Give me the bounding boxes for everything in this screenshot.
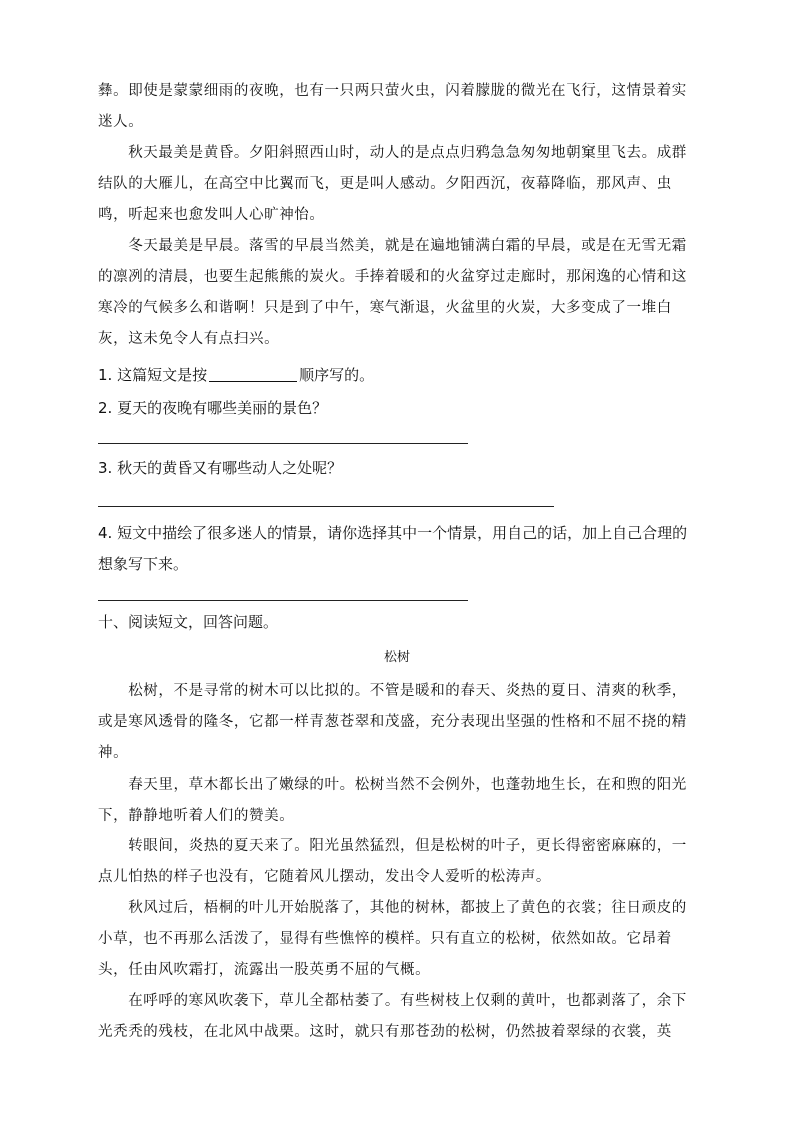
pine-paragraph-2: 春天里，草木都长出了嫩绿的叶。松树当然不会例外，也蓬勃地生长，在和煦的阳光下，静静地听着人们的赞美。 [98,777,687,824]
answer-line-2[interactable] [98,443,468,444]
pine-paragraph-3: 转眼间，炎热的夏天来了。阳光虽然猛烈，但是松树的叶子，更长得密密麻麻的，一点儿怕热的样子也没有，它随着风儿摆动，发出令人爱听的松涛声。 [98,838,687,885]
question-2: 2. 夏天的夜晚有哪些美丽的景色？ [98,399,328,417]
pine-paragraph-1: 松树，不是寻常的树木可以比拟的。不管是暖和的春天、炎热的夏日、清爽的秋季，或是寒风透骨的隆冬，它都一样青葱苍翠和茂盛，充分表现出坚强的性格和不屈不挠的精神。 [98,683,687,761]
answer-line-3[interactable] [98,506,554,507]
autumn-paragraph: 秋天最美是黄昏。夕阳斜照西山时，动人的是点点归鸦急急匆匆地朝窠里飞去。成群结队的大雁儿，在高空中比翼而飞，更是叫人感动。夕阳西沉，夜幕降临，那风声、虫鸣，听起来也愈发叫人心旷神怡。 [98,145,687,223]
passage-title: 松树 [383,650,410,665]
question-3: 3. 秋天的黄昏又有哪些动人之处呢？ [98,459,343,477]
pine-paragraph-5: 在呼呼的寒风吹袭下，草儿全都枯萎了。有些树枝上仅剩的黄叶，也都剥落了，余下光秃秃的残枝，在北风中战栗。这时，就只有那苍劲的松树，仍然披着翠绿的衣裳，英 [98,993,687,1040]
question-4: 4. 短文中描绘了很多迷人的情景，请你选择其中一个情景，用自己的话，加上自己合理的想象写下来。 [98,524,688,573]
summer-paragraph-end: 彝。即使是蒙蒙细雨的夜晚，也有一只两只萤火虫，闪着朦胧的微光在飞行，这情景着实迷人。 [98,83,687,130]
question-1-after: 顺序写的。 [299,366,375,384]
answer-line-4[interactable] [98,600,468,601]
section-heading: 十、阅读短文，回答问题。 [98,613,279,631]
winter-paragraph: 冬天最美是早晨。落雪的早晨当然美，就是在遍地铺满白霜的早晨，或是在无雪无霜的凛冽的清晨，也要生起熊熊的炭火。手捧着暖和的火盆穿过走廊时，那闲逸的心情和这寒冷的气候多么和谐啊！只是到了中午，寒气渐退，火盆里的火炭，大多变成了一堆白灰，这未免令人有点扫兴。 [98,238,687,347]
question-1 [98,363,374,387]
answer-blank-1[interactable] [209,365,297,382]
pine-paragraph-4: 秋风过后，梧桐的叶儿开始脱落了，其他的树林，都披上了黄色的衣裳；往日顽皮的小草，也不再那么活泼了，显得有些憔悴的模样。只有直立的松树，依然如故。它昂着头，任由风吹霜打，流露出一股英勇不屈的气概。 [98,900,687,978]
question-1-before: 1. 这篇短文是按 [98,366,208,384]
